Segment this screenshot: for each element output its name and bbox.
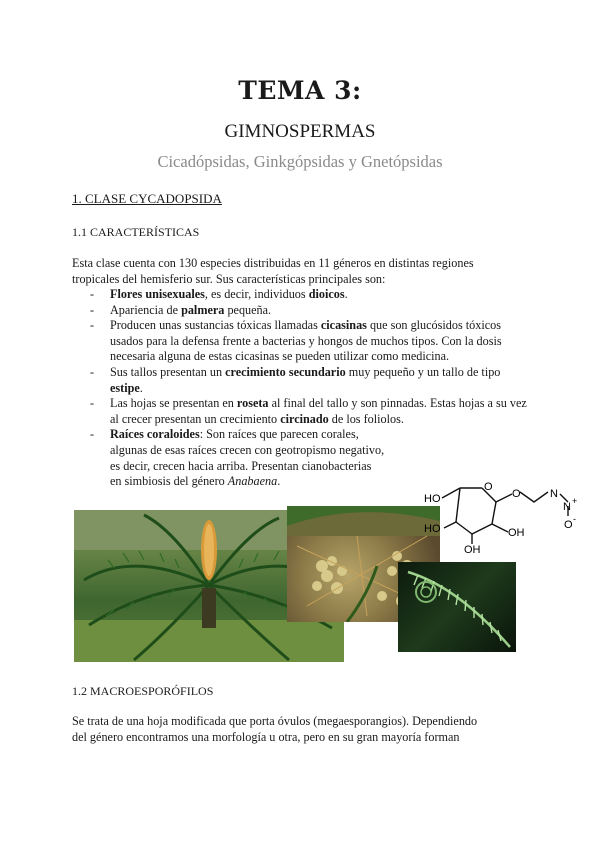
circinate-frond-photo bbox=[398, 562, 516, 652]
oh-right-label: OH bbox=[508, 527, 525, 539]
intro-line: Esta clase cuenta con 130 especies distribuidas en 11 géneros en distintas regiones bbox=[72, 256, 474, 270]
item-text: Sus tallos presentan un bbox=[110, 364, 226, 379]
paragraph-line: Se trata de una hoja modificada que porta óvulos (megaesporangios). Dependiendo bbox=[72, 714, 478, 728]
macrosporophyll-paragraph bbox=[72, 714, 532, 745]
bold-term: cicasinas bbox=[320, 318, 367, 333]
minus-charge-label: - bbox=[573, 514, 576, 524]
intro-line: tropicales del hemisferio sur. Sus características principales son: bbox=[72, 271, 386, 286]
section-heading: 1. CLASE CYCADOPSIDA bbox=[72, 191, 222, 206]
page-subtitle: GIMNOSPERMAS bbox=[224, 121, 376, 142]
item-text: , es decir, individuos bbox=[204, 287, 309, 301]
bold-term: circinado bbox=[280, 411, 329, 426]
circinate-frond-illustration bbox=[398, 562, 516, 652]
cycasin-structure bbox=[420, 476, 592, 554]
oh-bottom-label: OH bbox=[464, 544, 481, 554]
item-text: pequeña. bbox=[224, 302, 272, 317]
item-text: que son glucósidos tóxicos usados para la defensa frente a bacterias y hongos de muchos tipos. Con la dosis necesaria alguna de estas cicasinas se pueden utilizar como medicina. bbox=[110, 318, 502, 364]
ho-top-label: HO bbox=[424, 493, 441, 505]
item-text: muy pequeño y un tallo de tipo bbox=[345, 364, 501, 379]
item-text: al final del tallo y son pinnadas. Estas hojas a su vez al crecer presentan un crecimiento bbox=[110, 396, 527, 426]
plus-charge-label: + bbox=[572, 496, 578, 506]
nitrogen-2-label: N bbox=[563, 501, 571, 513]
bold-term: roseta bbox=[236, 396, 269, 411]
subsection-heading-macrosporophylls: 1.2 MACROESPORÓFILOS bbox=[72, 684, 214, 698]
bullet-dash: - bbox=[90, 318, 95, 333]
bold-term: Raíces coraloides bbox=[110, 427, 200, 442]
list-item bbox=[90, 396, 535, 427]
item-text: . bbox=[139, 380, 143, 395]
ho-left-label: HO bbox=[424, 523, 441, 535]
list-item bbox=[90, 318, 535, 365]
bullet-dash: - bbox=[90, 302, 95, 317]
cycasin-molecule-diagram bbox=[420, 476, 592, 554]
item-text: de los foliolos. bbox=[328, 411, 404, 426]
item-text: Las hojas se presentan en bbox=[110, 396, 237, 411]
bullet-dash: - bbox=[90, 287, 95, 301]
nitrogen-1-label: N bbox=[550, 488, 558, 500]
list-item bbox=[90, 287, 535, 303]
page-title: TEMA 3: bbox=[238, 76, 362, 105]
bold-term: estipe bbox=[110, 380, 140, 395]
bullet-dash: - bbox=[90, 427, 95, 442]
ring-oxygen-label: O bbox=[484, 481, 493, 493]
bullet-dash: - bbox=[90, 396, 95, 411]
page-subsubtitle: Cicadópsidas, Ginkgópsidas y Gnetópsidas bbox=[157, 152, 443, 171]
list-item bbox=[90, 303, 535, 319]
characteristics-list bbox=[90, 287, 535, 490]
o-minus-label: O bbox=[564, 519, 573, 531]
link-oxygen-label: O bbox=[512, 488, 521, 500]
item-text: . bbox=[277, 474, 281, 489]
intro-paragraph bbox=[72, 256, 532, 287]
bullet-dash: - bbox=[90, 364, 95, 379]
item-text: . bbox=[344, 287, 348, 301]
item-text: Apariencia de bbox=[110, 302, 182, 317]
bold-term: crecimiento secundario bbox=[225, 364, 346, 379]
item-text: Producen unas sustancias tóxicas llamadas bbox=[110, 318, 321, 333]
bold-term: palmera bbox=[181, 302, 225, 317]
bold-term: Flores unisexuales bbox=[110, 287, 205, 301]
bold-term: dioicos bbox=[308, 287, 345, 301]
paragraph-line: del género encontramos una morfología u otra, pero en su gran mayoría forman bbox=[72, 729, 460, 744]
list-item bbox=[90, 365, 535, 396]
italic-term: Anabaena bbox=[227, 474, 278, 489]
subsection-heading-characteristics: 1.1 CARACTERÍSTICAS bbox=[72, 225, 200, 239]
item-text: : Son raíces que parecen corales, algunas de esas raíces crecen con geotropismo negativo, es decir, crecen hacia arriba. Presentan cianobacterias en simbiosis del género bbox=[110, 427, 385, 489]
